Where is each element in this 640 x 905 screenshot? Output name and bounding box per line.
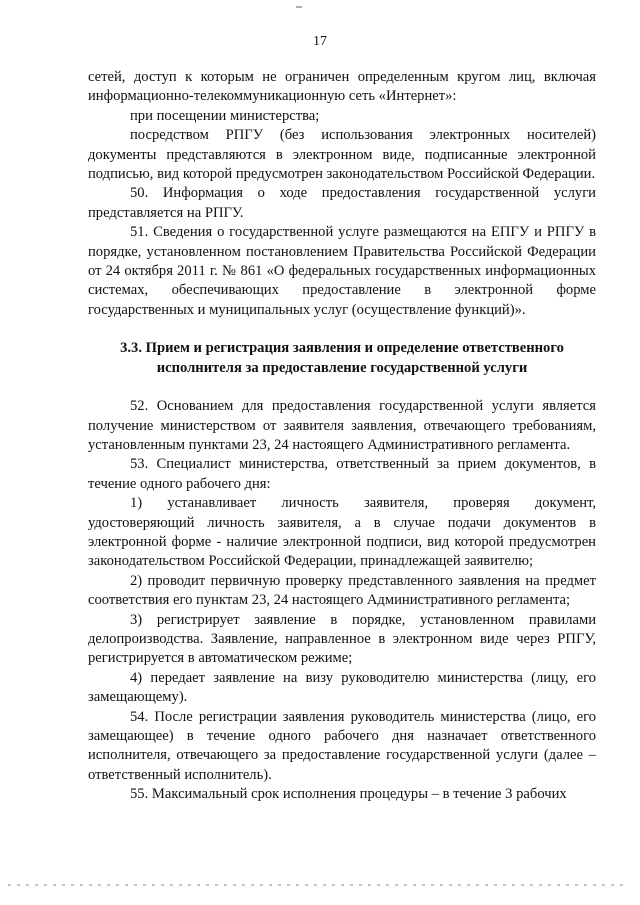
paragraph-53-item-2: 2) проводит первичную проверку представленного заявления на предмет соответствия его пунктам 23, 24 настоящего Административного регламента; [88, 572, 596, 609]
paragraph-visit-ministry: при посещении министерства; [130, 107, 320, 124]
paragraph-52: 52. Основанием для предоставления государственной услуги является получение министерством от заявителя заявления, отвечающего требованиям, установленным пунктами 23, 24 настоящего Административного регламента. [88, 398, 596, 453]
scan-artifact [296, 6, 302, 8]
page-number: 17 [313, 34, 327, 49]
paragraph-51: 51. Сведения о государственной услуге размещаются на ЕПГУ и РПГУ в порядке, установленном постановлением Правительства Российской Федерации от 24 октября 2011 г. № 861 «О федеральных государственных информационных системах, обеспечивающих предоставление в электронной форме государственных и муниципальных услуг (осуществление функций)». [88, 224, 596, 318]
paragraph-53-item-1: 1) устанавливает личность заявителя, проверяя документ, удостоверяющий личность заявителя, а в случае подачи документов в электронной форме - наличие электронной подписи, вид которой предусмотрен законодательством Российской Федерации, принадлежащей заявителю; [88, 495, 596, 570]
scan-artifact-bottom [8, 884, 628, 886]
paragraph-50: 50. Информация о ходе предоставления государственной услуги представляется на РПГУ. [88, 185, 596, 221]
paragraph-53-item-4: 4) передает заявление на визу руководителю министерства (лицу, его замещающему). [88, 669, 596, 706]
paragraph-continuation: сетей, доступ к которым не ограничен определенным кругом лиц, включая информационно-телекоммуникационную сеть «Интернет»: [88, 69, 596, 105]
paragraph-53: 53. Специалист министерства, ответственный за прием документов, в течение одного рабочего дня: [88, 456, 596, 492]
paragraph-54: 54. После регистрации заявления руководитель министерства (лицо, его замещающее) в течение одного рабочего дня назначает ответственного исполнителя, отвечающего за предоставление государственной услуги (далее – ответственный исполнитель). [88, 708, 596, 783]
section-heading: 3.3. Прием и регистрация заявления и определение ответственного исполнителя за предоставление государственной услуги [120, 340, 564, 376]
document-body [88, 68, 596, 805]
paragraph-55: 55. Максимальный срок исполнения процедуры – в течение 3 рабочих [130, 786, 567, 803]
paragraph-53-item-3: 3) регистрирует заявление в порядке, установленном правилами делопроизводства. Заявление, направленное в электронном виде через РПГУ, регистрируется в автоматическом режиме; [88, 611, 596, 667]
paragraph-rpgu-documents: посредством РПГУ (без использования электронных носителей) документы представляются в электронном виде, подписанные электронной подписью, вид которой предусмотрен законодательством Российской Федерации. [88, 127, 596, 183]
